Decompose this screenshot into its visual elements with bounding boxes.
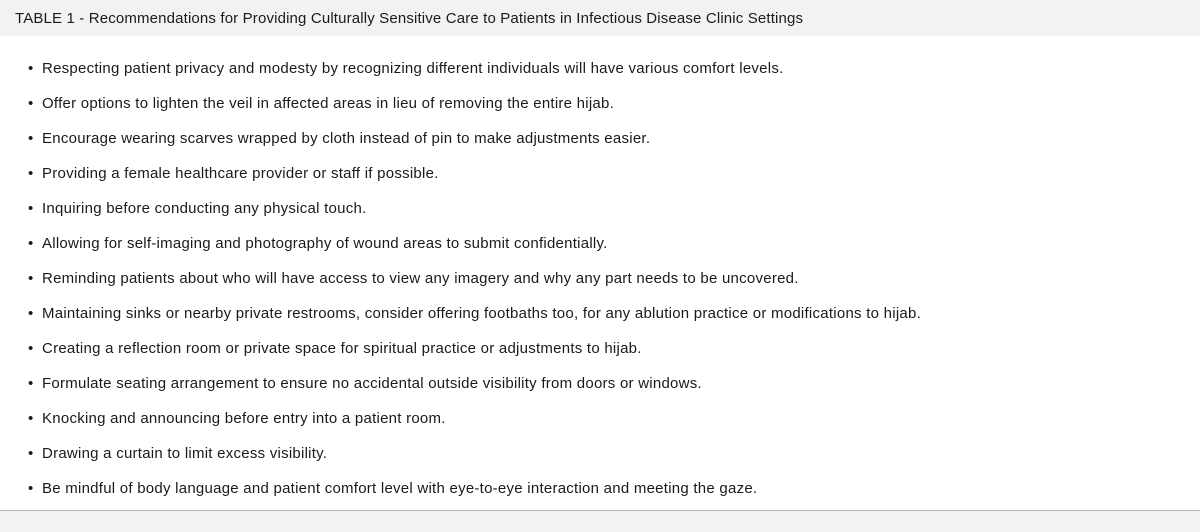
list-item: [28, 261, 921, 296]
list-item: [28, 296, 921, 331]
bullet-icon: •: [28, 445, 34, 462]
bullet-icon: •: [28, 235, 34, 252]
bullet-icon: •: [28, 130, 34, 147]
list-item: [28, 191, 921, 226]
bullet-icon: •: [28, 200, 34, 217]
bullet-icon: •: [28, 340, 34, 357]
list-item: [28, 121, 921, 156]
list-item: [28, 436, 921, 471]
list-item: [28, 471, 921, 506]
list-item: [28, 401, 921, 436]
table-body: [0, 36, 1200, 510]
bullet-icon: •: [28, 375, 34, 392]
list-item-text: Encourage wearing scarves wrapped by cloth instead of pin to make adjustments easier.: [42, 130, 651, 147]
bullet-icon: •: [28, 410, 34, 427]
list-item: [28, 51, 921, 86]
bullet-icon: •: [28, 480, 34, 497]
list-item: [28, 366, 921, 401]
table-header: [0, 0, 1200, 36]
list-item-text: Respecting patient privacy and modesty by recognizing different individuals will have various comfort levels.: [42, 60, 784, 77]
bullet-icon: •: [28, 60, 34, 77]
list-item-text: Reminding patients about who will have access to view any imagery and why any part needs to be uncovered.: [42, 270, 799, 287]
list-item-text: Creating a reflection room or private space for spiritual practice or adjustments to hijab.: [42, 340, 642, 357]
bullet-icon: •: [28, 305, 34, 322]
list-item: [28, 156, 921, 191]
list-item-text: Maintaining sinks or nearby private restrooms, consider offering footbaths too, for any ablution practice or modifications to hijab.: [42, 305, 921, 322]
list-item-text: Inquiring before conducting any physical touch.: [42, 200, 367, 217]
list-item-text: Offer options to lighten the veil in affected areas in lieu of removing the entire hijab.: [42, 95, 615, 112]
table-title: TABLE 1 - Recommendations for Providing Culturally Sensitive Care to Patients in Infectious Disease Clinic Settings: [15, 9, 804, 27]
bullet-icon: •: [28, 165, 34, 182]
recommendation-list: [28, 51, 921, 506]
list-item: [28, 331, 921, 366]
list-item-text: Be mindful of body language and patient comfort level with eye-to-eye interaction and meeting the gaze.: [42, 480, 758, 497]
list-item: [28, 86, 921, 121]
list-item-text: Providing a female healthcare provider or staff if possible.: [42, 165, 439, 182]
bullet-icon: •: [28, 95, 34, 112]
table-footer: [0, 510, 1200, 532]
bullet-icon: •: [28, 270, 34, 287]
list-item-text: Allowing for self-imaging and photography of wound areas to submit confidentially.: [42, 235, 608, 252]
list-item: [28, 226, 921, 261]
list-item-text: Knocking and announcing before entry into a patient room.: [42, 410, 446, 427]
list-item-text: Formulate seating arrangement to ensure no accidental outside visibility from doors or windows.: [42, 375, 702, 392]
list-item-text: Drawing a curtain to limit excess visibility.: [42, 445, 328, 462]
